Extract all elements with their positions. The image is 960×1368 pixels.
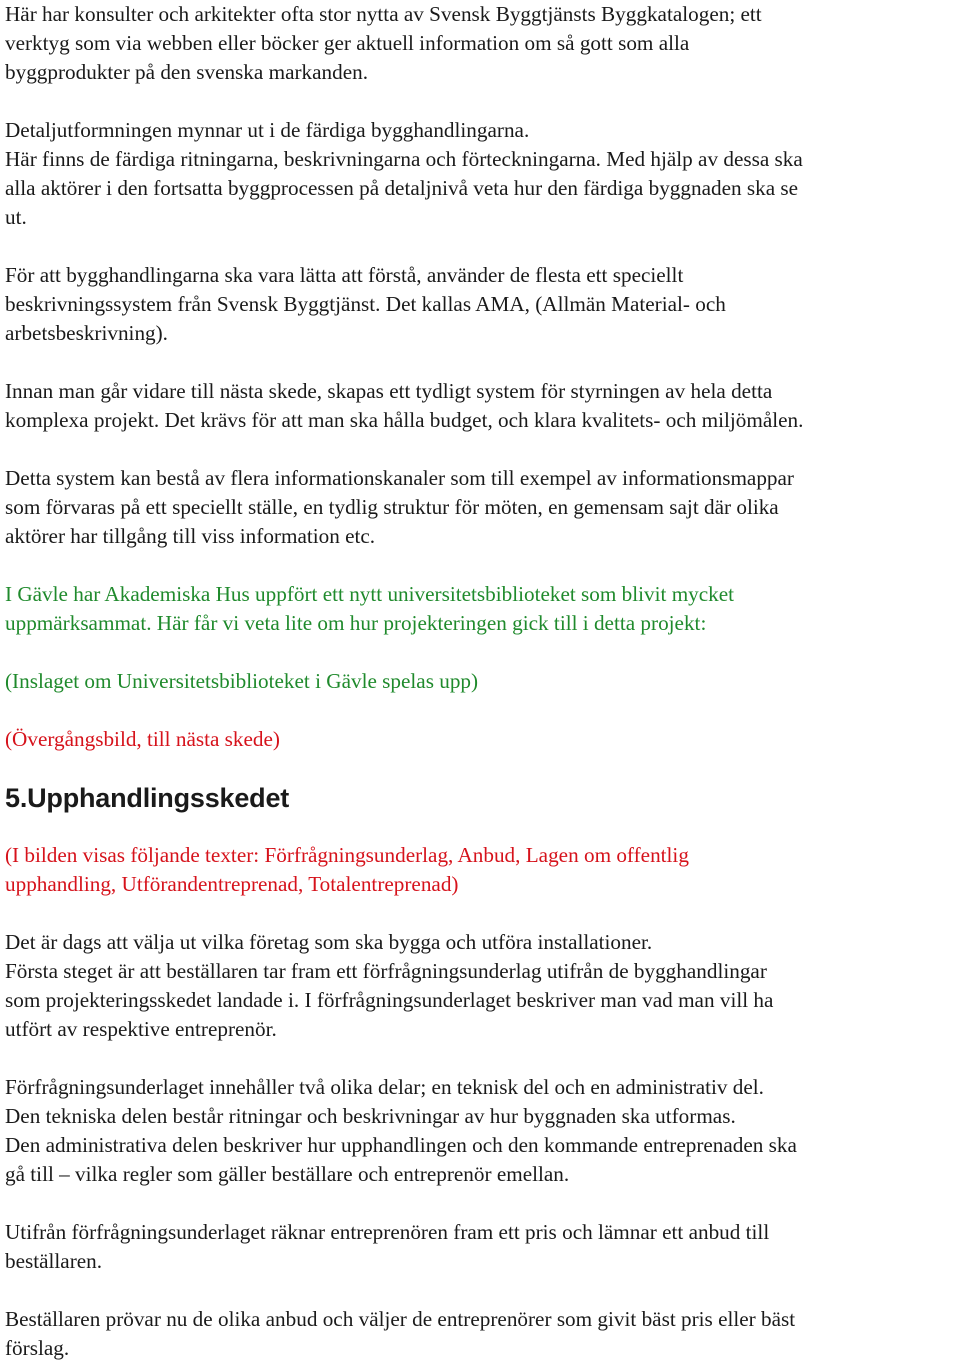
text-line: utfört av respektive entreprenör. bbox=[5, 1017, 277, 1041]
text-line: Detaljutformningen mynnar ut i de färdiga bygghandlingarna. bbox=[5, 118, 530, 142]
text-line: Förfrågningsunderlaget innehåller två olika delar; en teknisk del och en administrativ del. bbox=[5, 1075, 764, 1099]
paragraph-delar bbox=[5, 1073, 960, 1189]
text-line: (Övergångsbild, till nästa skede) bbox=[5, 727, 280, 751]
text-line: som förvaras på ett speciellt ställe, en tydlig struktur för möten, en gemensam sajt där olika bbox=[5, 495, 779, 519]
paragraph-informationskanaler bbox=[5, 464, 960, 551]
text-line: Utifrån förfrågningsunderlaget räknar entreprenören fram ett pris och lämnar ett anbud till bbox=[5, 1220, 770, 1244]
text-line: beskrivningssystem från Svensk Byggtjänst. Det kallas AMA, (Allmän Material- och bbox=[5, 292, 726, 316]
paragraph-byggkatalogen bbox=[5, 0, 960, 87]
text-line: som projekteringsskedet landade i. I förfrågningsunderlaget beskriver man vad man vill ha bbox=[5, 988, 774, 1012]
text-line: upphandling, Utförandentreprenad, Totalentreprenad) bbox=[5, 872, 459, 896]
text-line: Den administrativa delen beskriver hur upphandlingen och den kommande entreprenaden ska bbox=[5, 1133, 797, 1157]
text-line: arbetsbeskrivning). bbox=[5, 321, 168, 345]
paragraph-provning bbox=[5, 1305, 960, 1363]
text-line: Första steget är att beställaren tar fram ett förfrågningsunderlag utifrån de bygghandlingar bbox=[5, 959, 767, 983]
paragraph-anbud bbox=[5, 1218, 960, 1276]
text-line: Här har konsulter och arkitekter ofta stor nytta av Svensk Byggtjänsts Byggkatalogen; ett bbox=[5, 2, 762, 26]
text-line: (Inslaget om Universitetsbiblioteket i Gävle spelas upp) bbox=[5, 669, 479, 693]
text-line: ut. bbox=[5, 205, 27, 229]
text-line: byggprodukter på den svenska markanden. bbox=[5, 60, 369, 84]
text-line: Det är dags att välja ut vilka företag som ska bygga och utföra installationer. bbox=[5, 930, 653, 954]
text-line: Innan man går vidare till nästa skede, skapas ett tydligt system för styrningen av hela detta bbox=[5, 379, 773, 403]
text-line: alla aktörer i den fortsatta byggprocessen på detaljnivå veta hur den färdiga byggnaden ska se bbox=[5, 176, 799, 200]
text-line: För att bygghandlingarna ska vara lätta att förstå, använder de flesta ett speciellt bbox=[5, 263, 684, 287]
document-page bbox=[5, 0, 960, 1363]
paragraph-inslaget bbox=[5, 667, 960, 696]
section-heading: 5.Upphandlingsskedet bbox=[5, 783, 290, 813]
text-line: I Gävle har Akademiska Hus uppfört ett nytt universitetsbiblioteket som blivit mycket bbox=[5, 582, 735, 606]
text-line: Här finns de färdiga ritningarna, beskrivningarna och förteckningarna. Med hjälp av dessa ska bbox=[5, 147, 803, 171]
paragraph-styrning bbox=[5, 377, 960, 435]
paragraph-bildtexter bbox=[5, 841, 960, 899]
text-line: aktörer har tillgång till viss information etc. bbox=[5, 524, 376, 548]
text-line: verktyg som via webben eller böcker ger aktuell information om så gott som alla bbox=[5, 31, 690, 55]
text-line: (I bilden visas följande texter: Förfrågningsunderlag, Anbud, Lagen om offentlig bbox=[5, 843, 689, 867]
text-line: komplexa projekt. Det krävs för att man ska hålla budget, och klara kvalitets- och miljömålen. bbox=[5, 408, 804, 432]
paragraph-forfragningsunderlag bbox=[5, 928, 960, 1044]
text-line: gå till – vilka regler som gäller beställare och entreprenör emellan. bbox=[5, 1162, 570, 1186]
text-line: Detta system kan bestå av flera informationskanaler som till exempel av informationsmappar bbox=[5, 466, 794, 490]
paragraph-gavle-intro bbox=[5, 580, 960, 638]
paragraph-overgangsbild bbox=[5, 725, 960, 754]
text-line: beställaren. bbox=[5, 1249, 103, 1273]
paragraph-detaljutformning bbox=[5, 116, 960, 232]
text-line: förslag. bbox=[5, 1336, 70, 1360]
paragraph-ama bbox=[5, 261, 960, 348]
text-line: Beställaren prövar nu de olika anbud och väljer de entreprenörer som givit bäst pris eller bäst bbox=[5, 1307, 796, 1331]
text-line: Den tekniska delen består ritningar och beskrivningar av hur byggnaden ska utformas. bbox=[5, 1104, 736, 1128]
text-line: uppmärksammat. Här får vi veta lite om hur projekteringen gick till i detta projekt: bbox=[5, 611, 707, 635]
